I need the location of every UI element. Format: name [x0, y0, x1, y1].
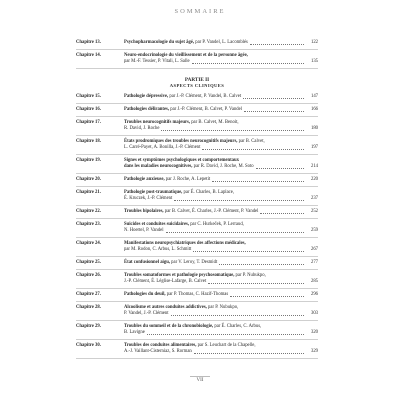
chapter-number: Chapitre 15. — [76, 94, 101, 99]
part-heading — [76, 77, 318, 89]
entry-divider — [76, 301, 318, 302]
chapter-number: Chapitre 16. — [76, 107, 101, 112]
chapter-authors: par J.-P. Clément, B. Calvet, P. Vandel — [169, 107, 243, 112]
leader-dots — [208, 283, 304, 284]
chapter-title: Pathologie anxieuse, — [124, 177, 165, 182]
leader-dots — [161, 130, 304, 131]
toc-entry — [76, 292, 318, 298]
chapter-authors: par P. Thomas, C. Hazif-Thomas — [165, 292, 229, 297]
chapter-title: Troubles des conduites alimentaires, — [124, 343, 197, 348]
chapter-page-number: 320 — [310, 330, 318, 335]
chapter-page-number: 252 — [310, 209, 318, 214]
toc-entry — [76, 139, 318, 151]
footer-rule — [190, 376, 210, 377]
leader-dots — [212, 181, 304, 182]
leader-dots — [193, 251, 304, 252]
entry-divider — [76, 269, 318, 270]
toc-entry — [76, 190, 318, 202]
chapter-number: Chapitre 24. — [76, 241, 101, 246]
toc-entry — [76, 120, 318, 132]
leader-dots — [171, 315, 304, 316]
chapter-authors: par C. Hurkeček, P. Lerraud, — [189, 222, 244, 227]
chapter-title: Neuro-endocrinologie du vieillissement et de la personne âgée, — [124, 53, 248, 58]
chapter-page-number: 303 — [310, 311, 318, 316]
chapter-title: Manifestations neuropsychiatriques des affections médicales, — [124, 241, 246, 246]
table-of-contents — [76, 40, 318, 362]
toc-entry — [76, 107, 318, 113]
chapter-page-number: 180 — [310, 126, 318, 131]
chapter-authors: par V. Leroy, T. Desmidt — [169, 260, 218, 265]
entry-divider — [76, 68, 318, 69]
chapter-title: Troubles du sommeil et de la chronobiologie, — [124, 324, 214, 329]
chapter-title: Suicides et conduites suicidaires, — [124, 222, 190, 227]
chapter-authors: par B. Calvet, — [237, 139, 265, 144]
entry-divider — [76, 218, 318, 219]
chapter-authors: par M. Rodon, C. Arbus, L. Schmitt — [124, 247, 192, 252]
leader-dots — [219, 264, 304, 265]
toc-entry — [76, 209, 318, 215]
toc-entry — [76, 158, 318, 170]
chapter-authors: par É. Charles, B. Laplace, — [182, 190, 235, 195]
leader-dots — [194, 353, 304, 354]
leader-dots — [260, 213, 304, 214]
entry-divider — [76, 173, 318, 174]
leader-dots — [192, 63, 304, 64]
chapter-page-number: 147 — [310, 94, 318, 99]
chapter-page-number: 220 — [310, 177, 318, 182]
chapter-authors: par S. Leuchart de la Chapelle, — [196, 343, 256, 348]
chapter-title: dans les maladies neurocognitives, — [124, 164, 193, 169]
toc-entry — [76, 40, 318, 46]
chapter-authors: par B. Calvet, M. Benoit, — [190, 120, 239, 125]
entry-divider — [76, 135, 318, 136]
leader-dots — [244, 111, 304, 112]
chapter-authors: A.-J. Vaillant-Cisterniaz, S. Rorman — [124, 349, 192, 354]
entry-divider — [76, 103, 318, 104]
chapter-page-number: 122 — [310, 40, 318, 45]
chapter-title: Psychopharmacologie du sujet âgé, — [124, 40, 195, 45]
chapter-authors: par M.-F. Tessier, P. Vitali, L. Salle — [124, 59, 190, 64]
entry-divider — [76, 154, 318, 155]
chapter-title: Alcoolisme et autres conduites addictives, — [124, 305, 207, 310]
entry-divider — [76, 256, 318, 257]
chapter-authors: par J.-P. Clément, P. Vandel, B. Calvet — [168, 94, 242, 99]
entry-divider — [76, 339, 318, 340]
chapter-authors: par B. Calvet, É. Charles, J.-P. Clément, P. Vandel — [163, 209, 259, 214]
part-label: PARTIE II — [184, 77, 210, 83]
chapter-title: Troubles somatoformes et pathologie psychosomatique, — [124, 273, 235, 278]
chapter-number: Chapitre 19. — [76, 158, 101, 163]
chapter-number: Chapitre 21. — [76, 190, 101, 195]
entry-divider — [76, 49, 318, 50]
chapter-authors: É. Kruczek, J.-P. Clément — [124, 196, 173, 201]
entry-divider — [76, 358, 318, 359]
toc-entry — [76, 222, 318, 234]
toc-entry — [76, 324, 318, 336]
chapter-page-number: 214 — [310, 164, 318, 169]
chapter-title: Troubles neurocognitifs majeurs, — [124, 120, 191, 125]
chapter-number: Chapitre 14. — [76, 53, 101, 58]
toc-entry — [76, 343, 318, 355]
chapter-title: Pathologie post-traumatique, — [124, 190, 183, 195]
toc-entry — [76, 177, 318, 183]
toc-entry — [76, 260, 318, 266]
chapter-authors: par R. David, J. Roche, M. Soto — [192, 164, 254, 169]
chapter-title: États prodromiques des troubles neurocognitifs majeurs, — [124, 139, 238, 144]
chapter-number: Chapitre 13. — [76, 40, 101, 45]
toc-bottom-entries — [76, 94, 318, 359]
entry-divider — [76, 205, 318, 206]
running-head: SOMMAIRE — [174, 8, 226, 15]
chapter-page-number: 329 — [310, 349, 318, 354]
chapter-page-number: 197 — [310, 145, 318, 150]
entry-divider — [76, 116, 318, 117]
chapter-page-number: 237 — [310, 196, 318, 201]
toc-top-entries — [76, 40, 318, 69]
chapter-title: Troubles bipolaires, — [124, 209, 164, 214]
toc-entry — [76, 305, 318, 317]
chapter-authors: par É. Charles, C. Arbus, — [213, 324, 262, 329]
chapter-number: Chapitre 18. — [76, 139, 101, 144]
chapter-authors: par J. Roche, A. Lepetit — [164, 177, 211, 182]
chapter-authors: par P. Nubukpo, — [234, 273, 266, 278]
chapter-authors: N. Hoertel, P. Vandel — [124, 228, 164, 233]
entry-divider — [76, 237, 318, 238]
chapter-page-number: 296 — [310, 292, 318, 297]
entry-divider — [76, 186, 318, 187]
chapter-number: Chapitre 30. — [76, 343, 101, 348]
chapter-title: Signes et symptômes psychologiques et comportementaux — [124, 158, 239, 163]
chapter-page-number: 267 — [310, 247, 318, 252]
chapter-number: Chapitre 20. — [76, 177, 101, 182]
entry-divider — [76, 288, 318, 289]
toc-entry — [76, 94, 318, 100]
chapter-title: Pathologies du deuil, — [124, 292, 166, 297]
chapter-number: Chapitre 27. — [76, 292, 101, 297]
part-title: ASPECTS CLINIQUES — [169, 83, 225, 88]
chapter-number: Chapitre 26. — [76, 273, 101, 278]
chapter-title: État confusionnel aigu, — [124, 260, 170, 265]
toc-entry — [76, 241, 318, 253]
chapter-page-number: 285 — [310, 279, 318, 284]
chapter-authors: L. Carré-Payet, A. Bonilla, J.-P. Clément — [124, 145, 201, 150]
leader-dots — [202, 149, 304, 150]
leader-dots — [230, 296, 304, 297]
chapter-number: Chapitre 25. — [76, 260, 101, 265]
chapter-authors: B. Lavigne — [124, 330, 145, 335]
page-number: VII — [196, 378, 204, 383]
chapter-title: Pathologies délirantes, — [124, 107, 170, 112]
chapter-number: Chapitre 17. — [76, 120, 101, 125]
chapter-number: Chapitre 23. — [76, 222, 101, 227]
chapter-page-number: 259 — [310, 228, 318, 233]
chapter-authors: R. David, J. Roche — [124, 126, 160, 131]
chapter-authors: par P. Vandel, L. Lacomblés — [194, 40, 248, 45]
leader-dots — [243, 98, 304, 99]
toc-entry — [76, 53, 318, 65]
leader-dots — [166, 232, 305, 233]
leader-dots — [256, 168, 304, 169]
chapter-number: Chapitre 22. — [76, 209, 101, 214]
chapter-page-number: 166 — [310, 107, 318, 112]
toc-entry — [76, 273, 318, 285]
chapter-number: Chapitre 28. — [76, 305, 101, 310]
chapter-number: Chapitre 29. — [76, 324, 101, 329]
entry-divider — [76, 320, 318, 321]
leader-dots — [250, 44, 304, 45]
chapter-authors: J.-P. Clément, É. Léglise-Lafarge, B. Calvet — [124, 279, 207, 284]
chapter-page-number: 277 — [310, 260, 318, 265]
leader-dots — [147, 334, 304, 335]
leader-dots — [174, 200, 304, 201]
chapter-authors: par P. Nubukpo, — [206, 305, 239, 310]
chapter-authors: P. Vandel, J.-P. Clément — [124, 311, 169, 316]
chapter-page-number: 135 — [310, 59, 318, 64]
chapter-title: Pathologie dépressive, — [124, 94, 169, 99]
